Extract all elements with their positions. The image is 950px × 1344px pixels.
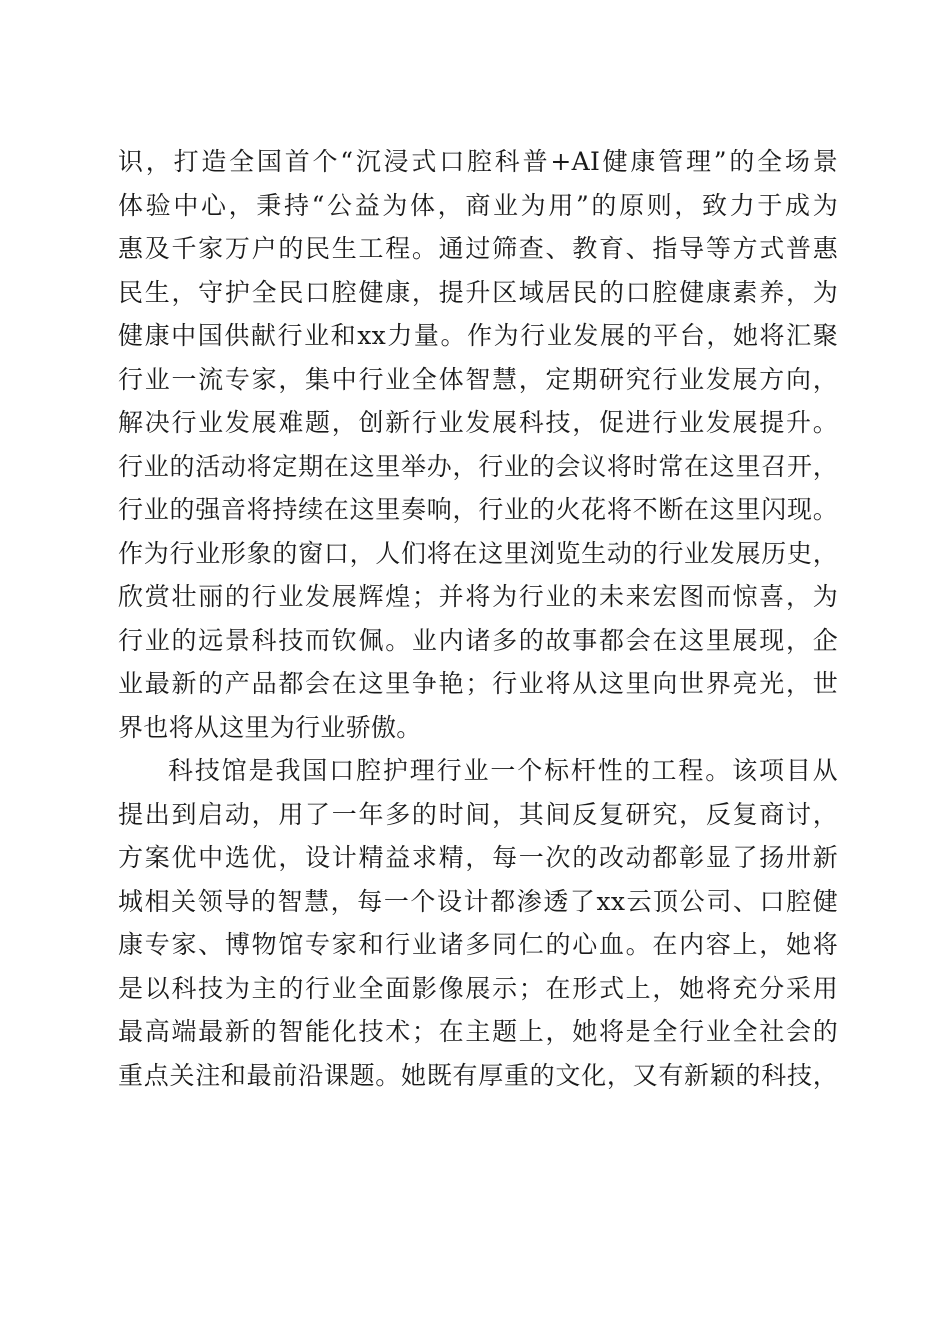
text-line: 提出到启动，用了一年多的时间，其间反复研究，反复商讨， [118, 799, 838, 829]
text-line: 欣赏壮丽的行业发展辉煌；并将为行业的未来宏图而惊喜，为 [118, 582, 838, 611]
paragraph-1 [118, 140, 838, 749]
text-line: 方案优中选优，设计精益求精，每一次的改动都彰显了扬卅新 [118, 843, 838, 872]
text-line: 业最新的产品都会在这里争艳；行业将从这里向世界亮光，世 [118, 669, 838, 698]
text-line: 是以科技为主的行业全面影像展示；在形式上，她将充分采用 [118, 973, 838, 1003]
text-line: 城相关领导的智慧，每一个设计都渗透了xx云顶公司、口腔健 [118, 886, 838, 916]
text-line: 解决行业发展难题，创新行业发展科技，促进行业发展提升。 [118, 408, 838, 437]
text-line: 行业的强音将持续在这里奏响，行业的火花将不断在这里闪现。 [118, 495, 838, 524]
text-line: 民生，守护全民口腔健康，提升区域居民的口腔健康素养，为 [118, 277, 838, 307]
paragraph-2 [118, 749, 838, 1097]
body-text [118, 140, 838, 1097]
text-line: 惠及千家万户的民生工程。通过筛查、教育、指导等方式普惠 [118, 234, 838, 263]
text-line: 重点关注和最前沿课题。她既有厚重的文化，又有新颖的科技， [118, 1060, 838, 1090]
text-line: 康专家、博物馆专家和行业诸多同仁的心血。在内容上，她将 [118, 930, 838, 959]
text-line: 界也将从这里为行业骄傲。 [118, 712, 422, 742]
text-line: 行业的活动将定期在这里举办，行业的会议将时常在这里召开， [118, 451, 838, 481]
text-line: 体验中心，秉持“公益为体，商业为用”的原则，致力于成为 [118, 190, 838, 220]
text-line: 行业的远景科技而钦佩。业内诸多的故事都会在这里展现，企 [118, 625, 838, 655]
text-line: 最高端最新的智能化技术；在主题上，她将是全行业全社会的 [118, 1017, 838, 1046]
text-line: 行业一流专家，集中行业全体智慧，定期研究行业发展方向， [118, 364, 838, 394]
text-line: 识，打造全国首个“沉浸式口腔科普+AI健康管理”的全场景 [118, 147, 838, 176]
text-line: 科技馆是我国口腔护理行业一个标杆性的工程。该项目从 [168, 756, 838, 785]
text-line: 作为行业形象的窗口，人们将在这里浏览生动的行业发展历史， [118, 538, 838, 568]
text-line: 健康中国供献行业和xx力量。作为行业发展的平台，她将汇聚 [118, 321, 838, 350]
